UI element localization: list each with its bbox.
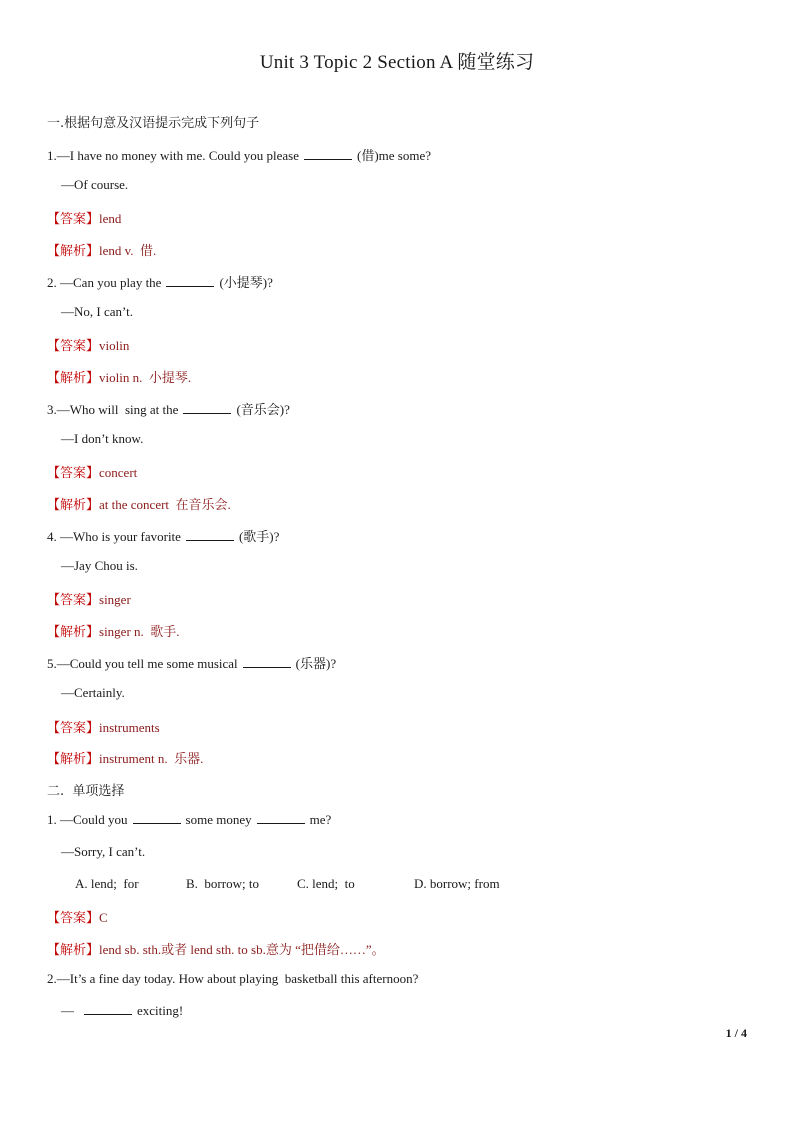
analysis-line — [47, 494, 231, 513]
answer-blank — [257, 812, 305, 824]
question-reply: —No, I can’t. — [61, 304, 133, 319]
analysis-text: singer n. 歌手. — [99, 624, 180, 639]
answer-text: violin — [99, 338, 130, 353]
question-reply: —Of course. — [61, 177, 129, 192]
answer-blank — [84, 1003, 132, 1015]
analysis-line — [47, 939, 385, 958]
answer-blank — [133, 812, 181, 824]
option-a: A. lend; for — [75, 876, 139, 891]
answer-text: C — [99, 910, 108, 925]
answer-line — [47, 335, 129, 354]
analysis-line — [47, 240, 156, 259]
question-text: 1.—I have no money with me. Could you please — [47, 148, 300, 163]
analysis-line — [47, 621, 180, 640]
question-text: 2. —Can you play the — [47, 275, 162, 290]
analysis-label: 【解析】 — [47, 371, 100, 386]
analysis-label: 【解析】 — [47, 498, 100, 513]
analysis-text: lend sb. sth.或者 lend sth. to sb.意为 “把借给……”。 — [99, 942, 385, 957]
answer-line — [47, 717, 160, 736]
question-hint: (乐器)? — [295, 656, 337, 671]
answer-text: concert — [99, 465, 138, 480]
answer-line — [47, 589, 131, 608]
answer-label: 【答案】 — [47, 721, 100, 736]
question-text: 4. —Who is your favorite — [47, 529, 181, 544]
answer-blank — [183, 402, 231, 414]
mc-question-1 — [47, 812, 331, 828]
question-reply — [61, 1003, 183, 1019]
answer-blank — [186, 529, 234, 541]
answer-label: 【答案】 — [47, 339, 100, 354]
analysis-text: at the concert 在音乐会. — [99, 497, 231, 512]
analysis-label: 【解析】 — [47, 244, 100, 259]
answer-line — [47, 907, 108, 926]
question-text: some money — [185, 812, 252, 827]
question-1 — [47, 145, 431, 164]
option-row — [75, 876, 500, 892]
question-text: 5.—Could you tell me some musical — [47, 656, 238, 671]
answer-label: 【答案】 — [47, 911, 100, 926]
mc-question-2: 2.—It’s a fine day today. How about playing basketball this afternoon? — [47, 971, 419, 986]
analysis-line — [47, 367, 191, 386]
question-text: 1. —Could you — [47, 812, 128, 827]
question-hint: (音乐会)? — [236, 402, 290, 417]
answer-blank — [243, 656, 291, 668]
page-number: 1 / 4 — [725, 1026, 747, 1040]
question-hint: (歌手)? — [238, 529, 280, 544]
question-text: me? — [309, 812, 332, 827]
option-b: B. borrow; to — [186, 876, 259, 891]
question-reply: —Sorry, I can’t. — [61, 844, 146, 859]
reply-dash: — — [61, 1003, 74, 1018]
question-2 — [47, 272, 273, 291]
answer-text: singer — [99, 592, 131, 607]
question-text: 3.—Who will sing at the — [47, 402, 179, 417]
analysis-label: 【解析】 — [47, 943, 100, 958]
question-5 — [47, 653, 336, 672]
analysis-text: instrument n. 乐器. — [99, 751, 204, 766]
section1-heading: 一.根据句意及汉语提示完成下列句子 — [47, 116, 260, 131]
answer-label: 【答案】 — [47, 466, 100, 481]
question-hint: (小提琴)? — [219, 275, 273, 290]
answer-line — [47, 208, 121, 227]
question-reply: —I don’t know. — [61, 431, 144, 446]
analysis-text: violin n. 小提琴. — [99, 370, 192, 385]
answer-label: 【答案】 — [47, 212, 100, 227]
answer-blank — [166, 275, 214, 287]
question-hint: (借)me some? — [357, 148, 432, 163]
answer-line — [47, 462, 137, 481]
question-reply: —Jay Chou is. — [61, 558, 138, 573]
answer-label: 【答案】 — [47, 593, 100, 608]
option-d: D. borrow; from — [414, 876, 500, 891]
section2-heading: 二. 单项选择 — [47, 784, 125, 799]
question-3 — [47, 399, 290, 418]
page-title: Unit 3 Topic 2 Section A 随堂练习 — [259, 52, 535, 73]
answer-text: instruments — [99, 720, 160, 735]
question-reply: —Certainly. — [61, 685, 125, 700]
question-4 — [47, 526, 279, 545]
option-c: C. lend; to — [297, 876, 355, 891]
answer-text: lend — [99, 211, 122, 226]
reply-text: exciting! — [137, 1003, 184, 1018]
analysis-text: lend v. 借. — [99, 243, 157, 258]
analysis-label: 【解析】 — [47, 625, 100, 640]
analysis-label: 【解析】 — [47, 752, 100, 767]
answer-blank — [304, 148, 352, 160]
analysis-line — [47, 748, 203, 767]
